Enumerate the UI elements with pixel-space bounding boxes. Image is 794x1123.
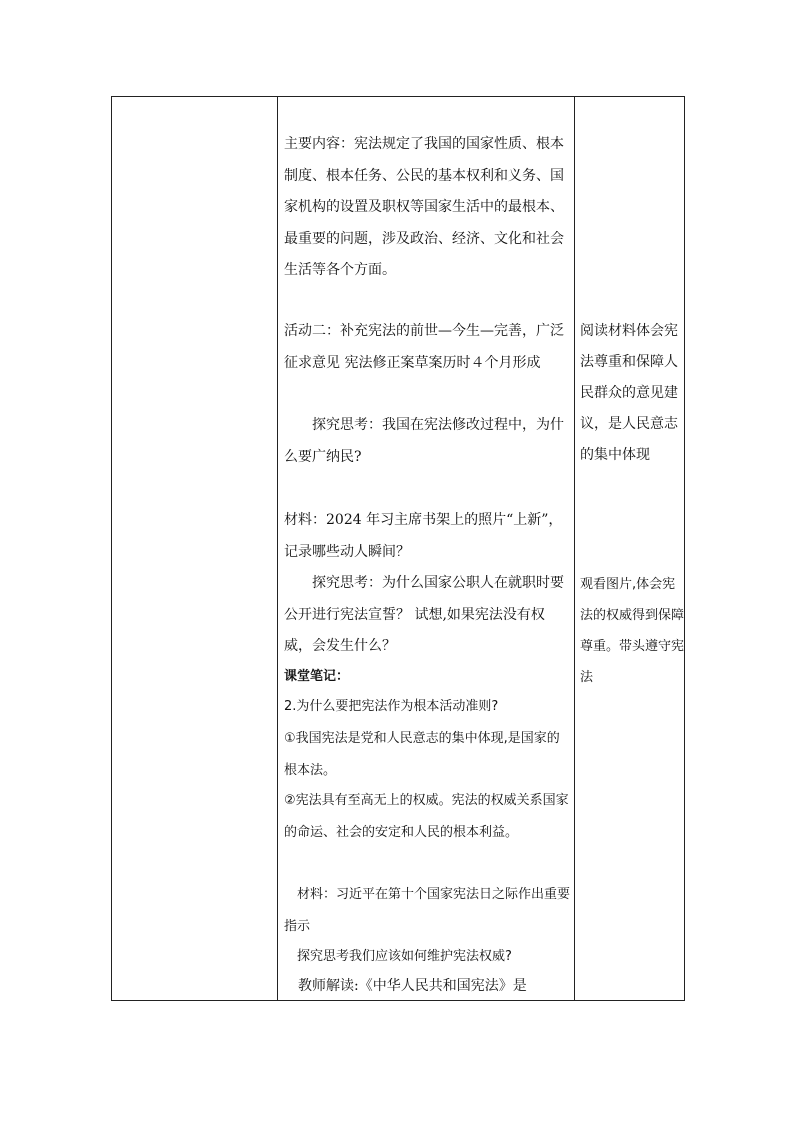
lesson-plan-table bbox=[111, 96, 685, 1001]
inquiry-two-paragraph: 探究思考：为什么国家公职人在就职时要公开进行宪法宣誓？ 试想,如果宪法没有权威，会发生什么？ bbox=[284, 575, 564, 654]
inquiry-one-paragraph: 探究思考：我国在宪法修改过程中，为什么要广纳民? bbox=[284, 417, 564, 465]
teacher-interpretation: 教师解读:《中华人民共和国宪法》是 bbox=[298, 978, 527, 994]
class-notes-heading: 课堂笔记： bbox=[284, 669, 350, 684]
point-two: ②宪法具有至高无上的权威。宪法的权威关系国家的命运、社会的安定和人民的根本利益。 bbox=[284, 793, 569, 840]
design-note-one: 阅读材料体会宪法尊重和保障人民群众的意见建议，是人民意志的集中体现 bbox=[580, 323, 678, 463]
point-one: ①我国宪法是党和人民意志的集中体现,是国家的根本法。 bbox=[284, 731, 560, 778]
design-intent-column bbox=[580, 97, 684, 1000]
design-note-two: 观看图片,体会宪法的权威得到保障尊重。带头遵守宪法 bbox=[580, 577, 685, 685]
activity-two-paragraph: 活动二：补充宪法的前世—今生—完善，广泛征求意见 宪法修正案草案历时４个月形成 bbox=[284, 323, 564, 371]
material-two-paragraph: 材料：习近平在第十个国家宪法日之际作出重要指示 bbox=[284, 887, 571, 934]
column-divider-left bbox=[277, 97, 278, 1000]
inquiry-three-paragraph: 探究思考我们应该如何维护宪法权威? bbox=[297, 949, 512, 964]
material-one-paragraph: 材料：2024 年习主席书架上的照片“上新”，记录哪些动人瞬间？ bbox=[284, 512, 563, 560]
teaching-content-column bbox=[284, 97, 571, 1000]
question-two: 2.为什么要把宪法作为根本活动准则? bbox=[284, 699, 499, 714]
column-divider-right bbox=[574, 97, 575, 1000]
main-content-paragraph: 主要内容：宪法规定了我国的国家性质、根本制度、根本任务、公民的基本权利和义务、国家机构的设置及职权等国家生活中的最根本、最重要的问题，涉及政治、经济、文化和社会生活等各个方面。 bbox=[284, 136, 564, 278]
